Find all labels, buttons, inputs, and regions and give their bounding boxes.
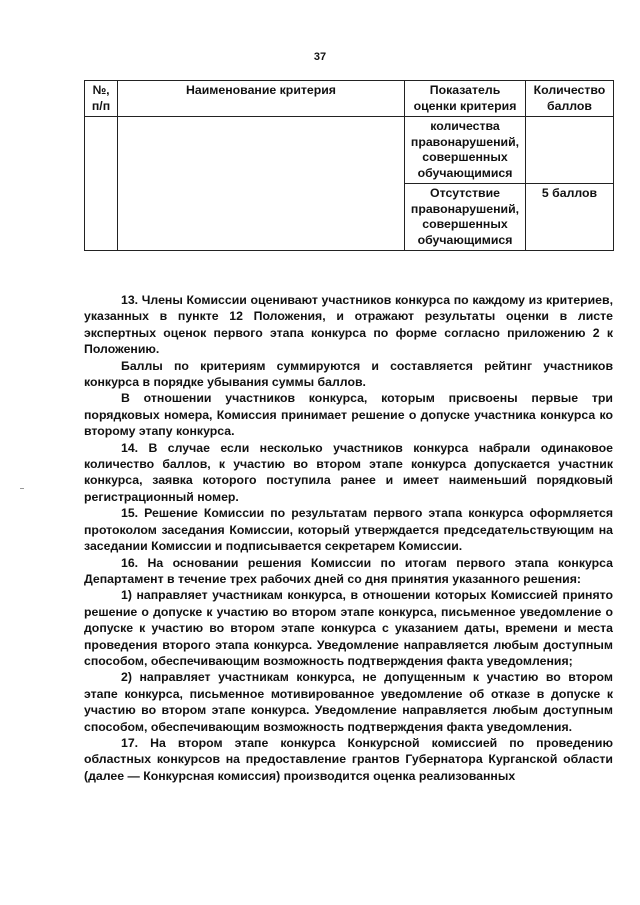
table-row xyxy=(85,117,614,184)
paragraph-15: 15. Решение Комиссии по результатам первого этапа конкурса оформляется протоколом заседания Комиссии, который утверждается председательствующим на заседании Комиссии и подписывается секретарем Комиссии. xyxy=(84,506,613,554)
cell-points: 5 баллов xyxy=(526,184,614,251)
paragraph-top-three: В отношении участников конкурса, которым присвоены первые три порядковых номера, Комиссия принимает решение о допуске участника конкурса ко второму этапу конкурса. xyxy=(84,391,613,439)
paragraph-17: 17. На втором этапе конкурса Конкурсной комиссией по проведению областных конкурсов на предоставление грантов Губернатора Курганской области (далее — Конкурсная комиссия) производится оценка реализованных xyxy=(84,735,613,783)
margin-mark xyxy=(20,488,24,489)
cell-number xyxy=(85,184,118,251)
cell-indicator: Отсутствие правонарушений, совершенных обучающимися xyxy=(405,184,526,251)
cell-criterion-name xyxy=(118,117,405,184)
criteria-table xyxy=(84,80,614,251)
paragraph-16-item-1: 1) направляет участникам конкурса, в отношении которых Комиссией принято решение о допуске к участию во втором этапе конкурса, письменное уведомление о допуске к участию во втором этапе конкурса с указанием даты, времени и места проведения второго этапа конкурса. Уведомление направляется любым доступным способом, обеспечивающим возможность подтверждения факта уведомления; xyxy=(84,588,613,668)
cell-number xyxy=(85,117,118,184)
cell-indicator: количества правонарушений, совершенных обучающимися xyxy=(405,117,526,184)
paragraph-16: 16. На основании решения Комиссии по итогам первого этапа конкурса Департамент в течение трех рабочих дней со дня принятия указанного решения: xyxy=(84,555,613,586)
table-header-row xyxy=(85,81,614,117)
header-criterion-name: Наименование критерия xyxy=(118,81,405,117)
paragraph-13: 13. Члены Комиссии оценивают участников конкурса по каждому из критериев, указанных в пункте 12 Положения, и отражают результаты оценки в листе экспертных оценок первого этапа конкурса по форме согласно приложению 2 к Положению. xyxy=(84,293,613,357)
header-indicator: Показатель оценки критерия xyxy=(405,81,526,117)
header-points: Количество баллов xyxy=(526,81,614,117)
cell-points xyxy=(526,117,614,184)
cell-criterion-name xyxy=(118,184,405,251)
header-number: №, п/п xyxy=(85,81,118,117)
paragraph-14: 14. В случае если несколько участников конкурса набрали одинаковое количество баллов, к участию во втором этапе конкурса допускается участник конкурса, заявка которого поступила ранее и имеет наименьший порядковый регистрационный номер. xyxy=(84,440,613,504)
paragraph-scores-summed: Баллы по критериям суммируются и составляется рейтинг участников конкурса в порядке убывания суммы баллов. xyxy=(84,358,613,390)
paragraph-16-item-2: 2) направляет участникам конкурса, не допущенным к участию во втором этапе конкурса, письменное мотивированное уведомление об отказе в допуске к участию во втором этапе конкурса. Уведомление направляется любым доступным способом, обеспечивающим возможность подтверждения факта уведомления. xyxy=(84,670,613,734)
page-number: 37 xyxy=(313,51,327,63)
table-row xyxy=(85,184,614,251)
document-body xyxy=(84,292,613,784)
